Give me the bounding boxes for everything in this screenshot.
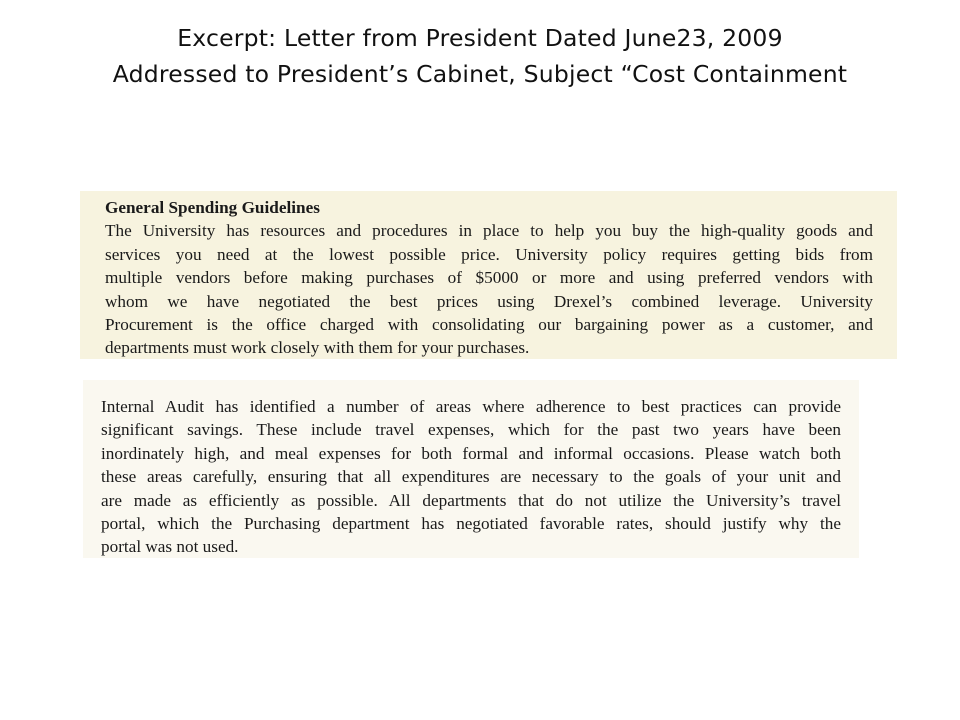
excerpt-line: whom we have negotiated the best prices using Drexel’s combined leverage. University	[105, 291, 873, 311]
excerpt-line: significant savings. These include travel expenses, which for the past two years have been	[101, 420, 841, 440]
excerpt-heading: General Spending Guidelines	[105, 198, 320, 217]
excerpt-line: services you need at the lowest possible price. University policy requires getting bids from	[105, 244, 873, 264]
excerpt-internal-audit	[83, 380, 859, 558]
excerpt-line: portal, which the Purchasing department has negotiated favorable rates, should justify why the	[101, 514, 841, 534]
excerpt-line: these areas carefully, ensuring that all expenditures are necessary to the goals of your unit and	[101, 467, 841, 487]
excerpt-line: portal was not used.	[101, 537, 239, 557]
excerpt-line: The University has resources and procedures in place to help you buy the high-quality goods and	[105, 221, 873, 241]
slide-title	[20, 20, 940, 92]
excerpt-general-spending-guidelines	[80, 191, 897, 359]
excerpt-line: multiple vendors before making purchases of $5000 or more and using preferred vendors with	[105, 268, 873, 288]
excerpt-line: are made as efficiently as possible. All departments that do not utilize the University’s travel	[101, 490, 841, 510]
excerpt-line: departments must work closely with them for your purchases.	[105, 338, 530, 358]
excerpt-line: inordinately high, and meal expenses for both formal and informal occasions. Please watch both	[101, 443, 841, 463]
excerpt-line: Procurement is the office charged with consolidating our bargaining power as a customer, and	[105, 315, 873, 335]
slide-title-line-2: Addressed to President’s Cabinet, Subject “Cost Containment	[112, 60, 848, 88]
excerpt-line: Internal Audit has identified a number of areas where adherence to best practices can provide	[101, 397, 841, 416]
slide-title-line-1: Excerpt: Letter from President Dated June23, 2009	[177, 24, 783, 52]
